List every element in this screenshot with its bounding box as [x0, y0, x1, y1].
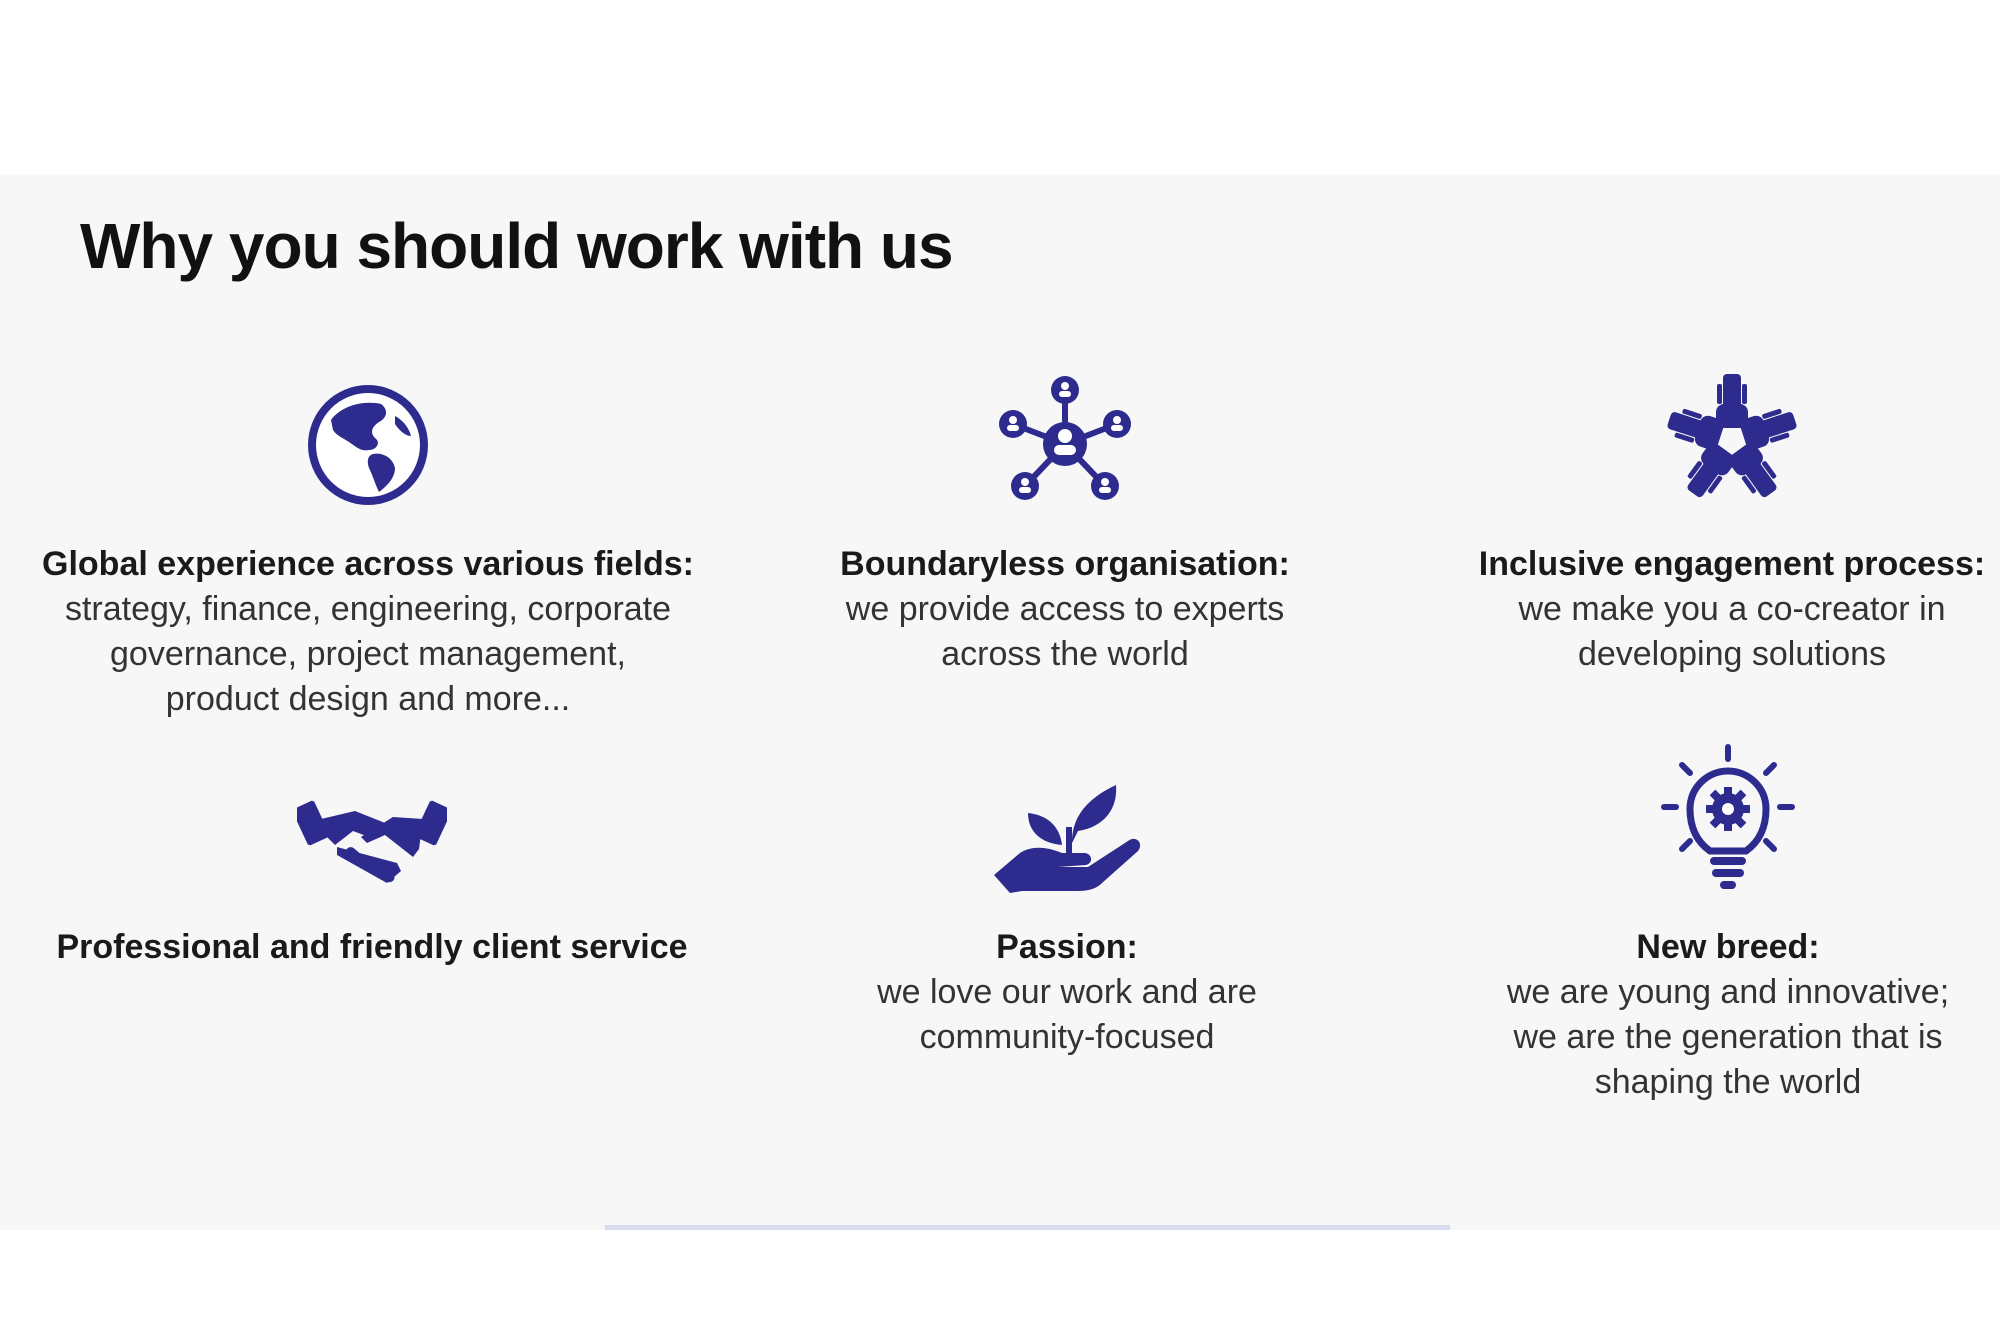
- plant-in-hand-icon: [992, 781, 1142, 893]
- feature-heading: Passion:: [996, 928, 1138, 966]
- lightbulb-gear-icon: [1658, 743, 1798, 893]
- feature-body: we make you a co-creator in developing solutions: [1518, 590, 1946, 673]
- feature-boundaryless: [725, 360, 1405, 677]
- globe-icon: [303, 380, 433, 510]
- feature-new-breed: [1388, 743, 2000, 1105]
- feature-body: strategy, finance, engineering, corporate governance, project management, product design and more...: [64, 590, 672, 718]
- divider: [605, 1225, 1450, 1230]
- feature-body: we are young and innovative; we are the generation that is shaping the world: [1506, 973, 1950, 1101]
- feature-heading: New breed:: [1636, 928, 1820, 966]
- handshake-icon: [297, 797, 447, 893]
- feature-passion: [727, 763, 1407, 1060]
- feature-heading: Inclusive engagement process:: [1478, 545, 1986, 583]
- network-icon: [995, 374, 1135, 510]
- feature-body: we love our work and are community-focused: [877, 973, 1257, 1056]
- feature-inclusive: [1392, 360, 2000, 677]
- slide: [0, 175, 2000, 1230]
- page-title: Why you should work with us: [80, 210, 953, 282]
- feature-body: we provide access to experts across the world: [845, 590, 1285, 673]
- feature-global: [28, 360, 708, 722]
- feature-heading: Global experience across various fields:: [42, 545, 694, 583]
- feature-heading: Professional and friendly client service: [56, 928, 688, 966]
- hands-circle-icon: [1662, 370, 1802, 510]
- feature-heading: Boundaryless organisation:: [840, 545, 1290, 583]
- feature-client-service: [32, 763, 712, 970]
